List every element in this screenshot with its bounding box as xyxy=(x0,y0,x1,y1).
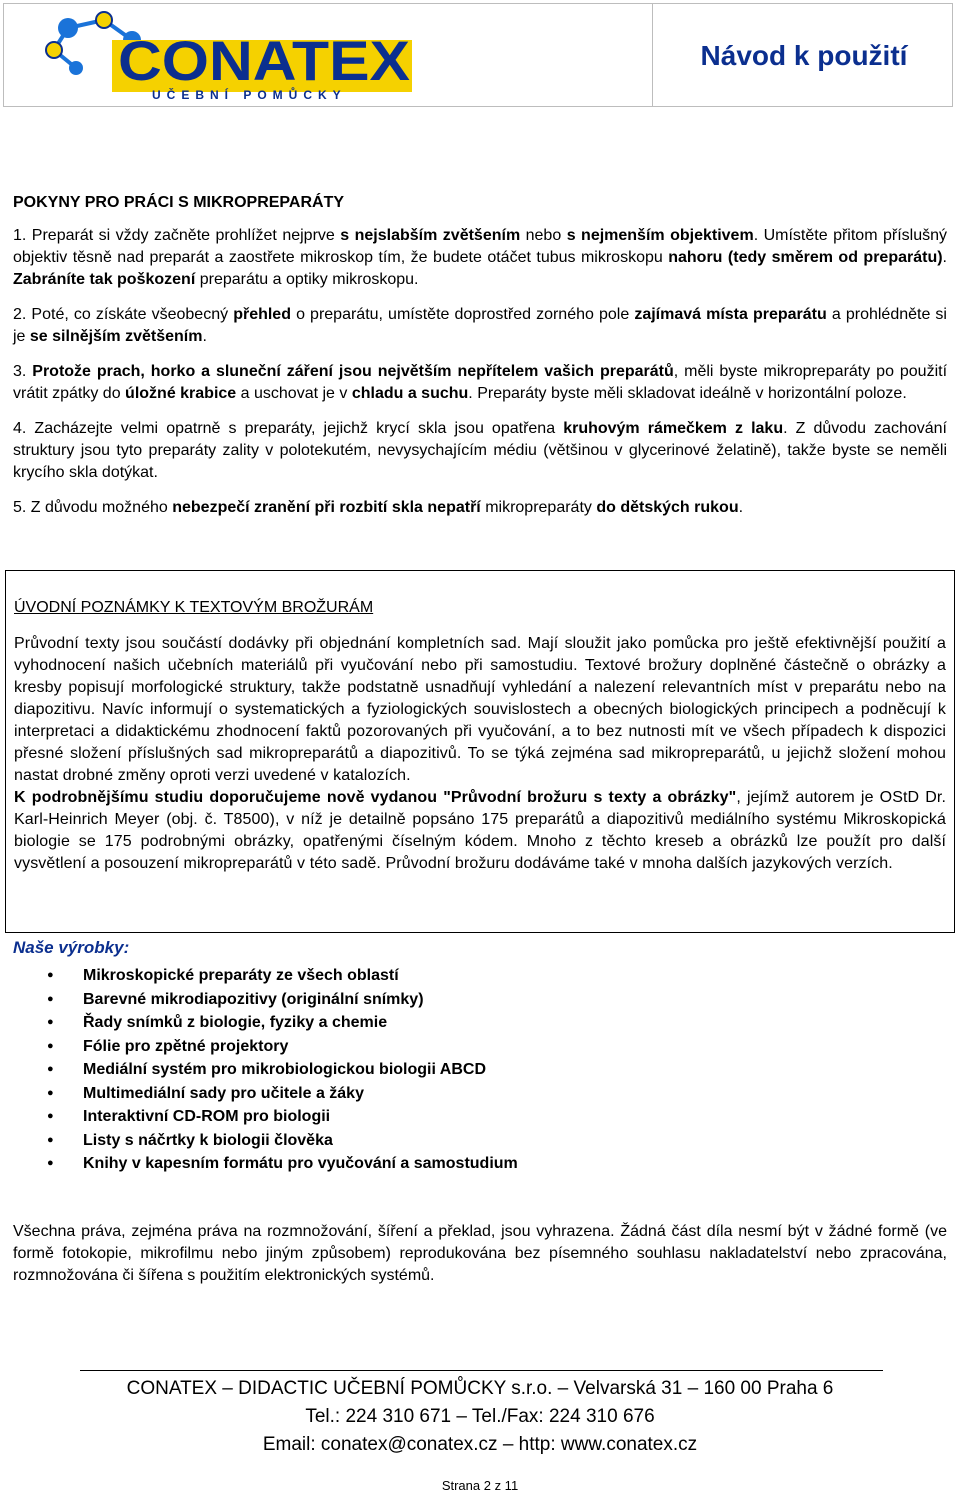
instruction-5: 5. Z důvodu možného nebezpečí zranění při rozbití skla nepatří mikropreparáty do dětských rukou. xyxy=(13,499,744,516)
products-list xyxy=(13,964,933,1176)
list-item: ● Mediální systém pro mikrobiologickou biologii ABCD xyxy=(13,1058,933,1082)
instruction-3: 3. Protože prach, horko a sluneční záření jsou největším nepřítelem vašich preparátů, měli byste mikropreparáty po použití vrátit zpátky do úložné krabice a uschovat je v chladu a suchu. Preparáty byste měli skladovat ideálně v horizontální poloze. xyxy=(13,363,948,402)
page-number: Strana 2 z 11 xyxy=(441,1478,519,1493)
document-title: Návod k použití xyxy=(700,40,908,71)
notes-paragraph-1: Průvodní texty jsou součástí dodávky při objednání kompletních sad. Mají sloužit jako pomůcka pro ještě efektivnější použití a vyhodnocení našich učebních materiálů při vyučování nebo při samostudiu. Textové brožury doplněné částečně o obrázky a kresby popisují morfologické struktury, takže podstatně usnadňují vyhledání a nalezení relevantních míst v preparátu nebo na diapozitivu. Navíc informují o systematických a fyziologických souvislostech a obecných biologických principech a podněcují k interpretaci a didaktickému zhodnocení faktů pozorovaných při vyučování, a to bez nutnosti mít ve všech případech k dispozici přesné složení příslušných sad mikropreparátů a diapozitivů. To se týká zejména sad mikropreparátů, u jejichž složení mohou nastat drobné změny oproti verzi uvedené v katalozích. xyxy=(14,635,946,784)
copyright-text: Všechna práva, zejména práva na rozmnožování, šíření a překlad, jsou vyhrazena. Žádná část díla nesmí být v žádné formě (ve formě fotokopie, mikrofilmu nebo jiným způsobem) reprodukována bez písemného souhlasu nakladatelství nebo zpracována, rozmnožována či šířena s použitím elektronických systémů. xyxy=(13,1223,947,1284)
instruction-2: 2. Poté, co získáte všeobecný přehled o preparátu, umístěte doprostřed zorného pole zajímavá místa preparátu a prohlédněte si je se silnějším zvětšením. xyxy=(13,306,947,345)
products-section xyxy=(13,938,933,1176)
copyright-notice xyxy=(13,1221,947,1300)
logo-wordmark: CONATEX xyxy=(118,29,410,92)
footer-divider xyxy=(80,1370,883,1371)
list-item: ● Multimediální sady pro učitele a žáky xyxy=(13,1082,933,1106)
products-title: Naše výrobky: xyxy=(13,938,130,957)
list-item: ● Fólie pro zpětné projektory xyxy=(13,1035,933,1059)
notes-paragraph-2: K podrobnějšímu studiu doporučujeme nově vydanou "Průvodní brožuru s texty a obrázky", jejímž autorem je OStD Dr. Karl-Heinrich Meyer (obj. č. T8500), v níž je detailně popsáno 175 preparátů a diapozitivů mediálního systému Mikroskopická biologie se 175 podrobnými obrázky, opatřenými číselným kódem. Mnoho z těchto kreseb a obrázků lze použít pro další vysvětlení a posouzení mikropreparátů v této sadě. Průvodní brožuru dodáváme také v mnoha dalších jazykových verzích. xyxy=(14,789,946,872)
list-item: ● Řady snímků z biologie, fyziky a chemie xyxy=(13,1011,933,1035)
page-header xyxy=(3,3,953,107)
instruction-4: 4. Zacházejte velmi opatrně s preparáty, jejichž krycí skla jsou opatřena kruhovým rámečkem z laku. Z důvodu zachování struktury jsou tyto preparáty zality v polotekutém, nevysychajícím médiu (většinou v glycerinové želatině), takže byste se neměli krycího skla dotýkat. xyxy=(13,420,947,481)
instruction-1: 1. Preparát si vždy začněte prohlížet nejprve s nejslabším zvětšením nebo s nejmenším objektivem. Umístěte přitom příslušný objektiv těsně nad preparát a zaostřete mikroskop tím, že budete otáčet tubus mikroskopu nahoru (tedy směrem od preparátu). Zabráníte tak poškození preparátu a optiky mikroskopu. xyxy=(13,227,948,288)
page-footer xyxy=(0,1375,960,1459)
footer-address: CONATEX – DIDACTIC UČEBNÍ POMŮCKY s.r.o. – Velvarská 31 – 160 00 Praha 6 xyxy=(126,1378,834,1399)
list-item: ● Barevné mikrodiapozitivy (originální snímky) xyxy=(13,988,933,1012)
conatex-logo xyxy=(32,6,422,104)
notes-title: ÚVODNÍ POZNÁMKY K TEXTOVÝM BROŽURÁM xyxy=(14,599,374,616)
instructions-section xyxy=(13,194,947,532)
list-item: ● Knihy v kapesním formátu pro vyučování a samostudium xyxy=(13,1152,933,1176)
footer-contact: Email: conatex@conatex.cz – http: www.conatex.cz xyxy=(262,1434,698,1455)
header-divider xyxy=(652,4,653,106)
list-item: ● Listy s náčrtky k biologii člověka xyxy=(13,1129,933,1153)
list-item: ● Interaktivní CD-ROM pro biologii xyxy=(13,1105,933,1129)
footer-phone: Tel.: 224 310 671 – Tel./Fax: 224 310 676 xyxy=(305,1406,655,1427)
instructions-title: POKYNY PRO PRÁCI S MIKROPREPARÁTY xyxy=(13,194,345,211)
list-item: ● Mikroskopické preparáty ze všech oblastí xyxy=(13,964,933,988)
logo-subtitle: UČEBNÍ POMŮCKY xyxy=(152,88,347,102)
notes-box xyxy=(5,570,955,933)
